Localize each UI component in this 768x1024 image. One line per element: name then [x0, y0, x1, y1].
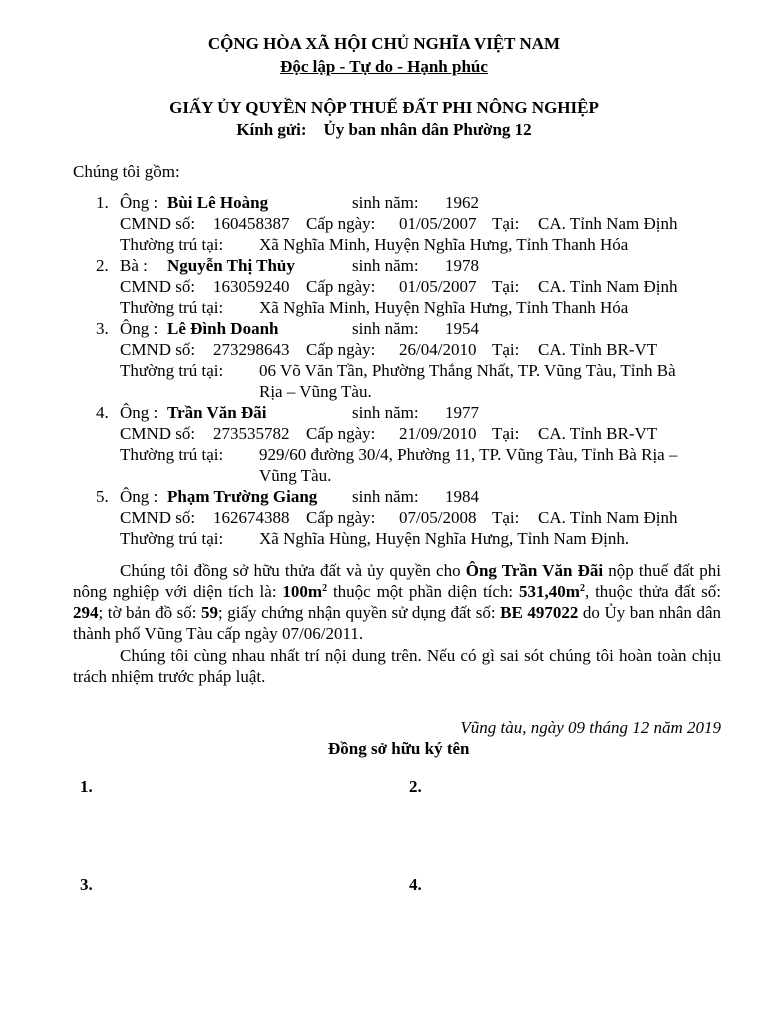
- birth-year-label: sinh năm:: [352, 403, 419, 422]
- id-number: 273535782: [213, 424, 290, 443]
- intro-text: Chúng tôi gồm:: [73, 162, 180, 181]
- residence-label: Thường trú tại:: [120, 298, 224, 317]
- signature-slot-2: 2.: [409, 777, 422, 796]
- issue-date-label: Cấp ngày:: [306, 508, 376, 527]
- person-number: 3.: [96, 319, 109, 338]
- person-number: 5.: [96, 487, 109, 506]
- issue-date: 01/05/2007: [399, 214, 477, 233]
- authorization-paragraph: Chúng tôi đồng sở hữu thửa đất và ủy quyền cho Ông Trần Văn Đãi nộp thuế đất phi nông nghiệp với diện tích là: $100m^2$ thuộc một phần diện tích: $531,40m^2$, thuộc thửa đất số: 294; tờ bản đồ số: 59; giấy chứng nhận quyền sử dụng đất số: BE 497022 do Ủy ban nhân dân thành phố Vũng Tàu cấp ngày 07/06/2011.: [73, 561, 722, 643]
- person-title: Ông :: [120, 487, 159, 506]
- residence: Xã Nghĩa Minh, Huyện Nghĩa Hưng, Tỉnh Thanh Hóa: [259, 298, 629, 317]
- signature-slot-3: 3.: [80, 875, 93, 894]
- person-number: 2.: [96, 256, 109, 275]
- issue-place: CA. Tỉnh BR-VT: [538, 424, 658, 443]
- residence-label: Thường trú tại:: [120, 529, 224, 548]
- signature-slot-4: 4.: [409, 875, 422, 894]
- motto: Độc lập - Tự do - Hạnh phúc: [280, 57, 488, 76]
- issue-date-label: Cấp ngày:: [306, 340, 376, 359]
- id-label: CMND số:: [120, 508, 196, 527]
- id-label: CMND số:: [120, 340, 196, 359]
- issue-date-label: Cấp ngày:: [306, 424, 376, 443]
- id-number: 163059240: [213, 277, 290, 296]
- issue-date-label: Cấp ngày:: [306, 214, 376, 233]
- map-sheet-number: 59: [201, 603, 219, 622]
- residence-label: Thường trú tại:: [120, 235, 224, 254]
- issue-date: 01/05/2007: [399, 277, 477, 296]
- person-name: Trần Văn Đãi: [167, 403, 267, 422]
- birth-year: 1978: [445, 256, 479, 275]
- person-name: Lê Đình Doanh: [167, 319, 279, 338]
- issue-place-label: Tại:: [492, 508, 520, 527]
- person-number: 4.: [96, 403, 109, 422]
- total-area-value: $531,40m^2$: [519, 582, 585, 601]
- issue-date: 26/04/2010: [399, 340, 477, 359]
- person-number: 1.: [96, 193, 109, 212]
- issue-date: 21/09/2010: [399, 424, 477, 443]
- signature-heading: Đồng sở hữu ký tên: [328, 739, 470, 758]
- certificate-number: BE 497022: [500, 603, 579, 622]
- issue-place: CA. Tỉnh Nam Định: [538, 508, 678, 527]
- issue-place-label: Tại:: [492, 214, 520, 233]
- country-header: CỘNG HÒA XÃ HỘI CHỦ NGHĨA VIỆT NAM: [207, 34, 561, 53]
- signature-slot-1: 1.: [80, 777, 93, 796]
- recipient-line: [0, 119, 768, 140]
- recipient: Ủy ban nhân dân Phường 12: [323, 120, 532, 139]
- residence-continued: Rịa – Vũng Tàu.: [259, 382, 372, 401]
- area-value: $100m^2$: [282, 582, 328, 601]
- birth-year-label: sinh năm:: [352, 487, 419, 506]
- residence-continued: Vũng Tàu.: [259, 466, 332, 485]
- birth-year: 1954: [445, 319, 479, 338]
- recipient-label: Kính gửi:: [236, 120, 307, 139]
- birth-year-label: sinh năm:: [352, 193, 419, 212]
- residence: Xã Nghĩa Minh, Huyện Nghĩa Hưng, Tỉnh Thanh Hóa: [259, 235, 629, 254]
- person-title: Ông :: [120, 319, 159, 338]
- birth-year: 1977: [445, 403, 479, 422]
- commitment-paragraph: Chúng tôi cùng nhau nhất trí nội dung trên. Nếu có gì sai sót chúng tôi hoàn toàn chịu trách nhiệm trước pháp luật.: [73, 646, 721, 686]
- id-label: CMND số:: [120, 277, 196, 296]
- id-number: 160458387: [213, 214, 290, 233]
- issue-place-label: Tại:: [492, 277, 520, 296]
- person-name: Phạm Trường Giang: [167, 487, 318, 506]
- birth-year: 1984: [445, 487, 479, 506]
- id-number: 273298643: [213, 340, 290, 359]
- id-label: CMND số:: [120, 424, 196, 443]
- document-title: GIẤY ỦY QUYỀN NỘP THUẾ ĐẤT PHI NÔNG NGHIỆP: [169, 98, 599, 117]
- id-number: 162674388: [213, 508, 290, 527]
- issue-place: CA. Tỉnh Nam Định: [538, 277, 678, 296]
- date-line: Vũng tàu, ngày 09 tháng 12 năm 2019: [460, 718, 721, 737]
- person-name: Bùi Lê Hoàng: [167, 193, 269, 212]
- birth-year-label: sinh năm:: [352, 256, 419, 275]
- residence-label: Thường trú tại:: [120, 445, 224, 464]
- residence: 929/60 đường 30/4, Phường 11, TP. Vũng Tàu, Tỉnh Bà Rịa –: [259, 445, 678, 464]
- person-title: Bà :: [120, 256, 148, 275]
- residence: 06 Võ Văn Tần, Phường Thắng Nhất, TP. Vũng Tàu, Tỉnh Bà: [259, 361, 676, 380]
- issue-place-label: Tại:: [492, 424, 520, 443]
- issue-place: CA. Tỉnh BR-VT: [538, 340, 658, 359]
- residence-label: Thường trú tại:: [120, 361, 224, 380]
- issue-date-label: Cấp ngày:: [306, 277, 376, 296]
- issue-place-label: Tại:: [492, 340, 520, 359]
- issue-place: CA. Tỉnh Nam Định: [538, 214, 678, 233]
- birth-year: 1962: [445, 193, 479, 212]
- id-label: CMND số:: [120, 214, 196, 233]
- parcel-number: 294: [73, 603, 99, 622]
- birth-year-label: sinh năm:: [352, 319, 419, 338]
- delegate-name: Ông Trần Văn Đãi: [465, 561, 604, 580]
- issue-date: 07/05/2008: [399, 508, 477, 527]
- person-title: Ông :: [120, 403, 159, 422]
- person-title: Ông :: [120, 193, 159, 212]
- person-name: Nguyễn Thị Thủy: [167, 256, 295, 275]
- residence: Xã Nghĩa Hùng, Huyện Nghĩa Hưng, Tỉnh Nam Định.: [259, 529, 630, 548]
